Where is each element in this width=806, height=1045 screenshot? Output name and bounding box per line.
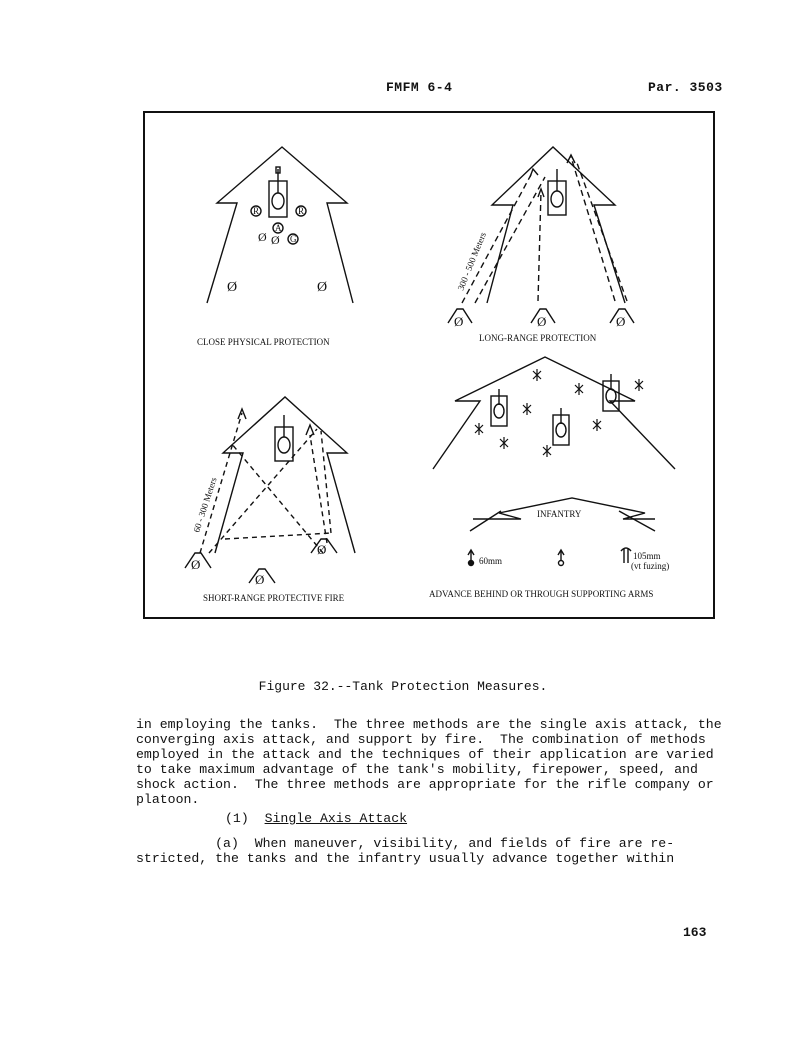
svg-text:Ø: Ø <box>616 314 626 329</box>
text-line: stricted, the tanks and the infantry usually advance together within <box>136 851 675 866</box>
caption-short-range: SHORT-RANGE PROTECTIVE FIRE <box>203 593 345 603</box>
page-number: 163 <box>683 925 707 940</box>
text-line: (a) When maneuver, visibility, and fields of fire are re- <box>136 836 675 851</box>
running-header-left: FMFM 6-4 <box>386 80 453 95</box>
mortar-60-label: 60mm <box>479 556 503 566</box>
null-symbol: Ø <box>258 230 267 244</box>
null-symbol: Ø <box>227 280 238 295</box>
text-line: to take maximum advantage of the tank's mobility, firepower, speed, and <box>136 762 698 777</box>
body-paragraph-2 <box>136 836 674 866</box>
shell-burst-icon <box>475 369 643 457</box>
text-line: employed in the attack and the techniques of their application are varied <box>136 747 714 762</box>
long-range-distance-label: 300 - 500 Meters <box>455 230 488 292</box>
panel-advance-supporting-arms <box>433 357 675 571</box>
running-header-right: Par. 3503 <box>648 80 723 95</box>
svg-text:Ø: Ø <box>255 572 265 587</box>
svg-text:Ø: Ø <box>537 314 547 329</box>
text-line: platoon. <box>136 792 200 807</box>
vt-fuzing-label: (vt fuzing) <box>631 561 670 571</box>
panel-short-range-fire <box>185 397 355 587</box>
rifleman-symbol: R <box>298 206 305 216</box>
null-symbol: Ø <box>317 280 328 295</box>
svg-text:Ø: Ø <box>317 542 327 557</box>
subsection-title: Single Axis Attack <box>264 811 408 826</box>
caption-close-protection: CLOSE PHYSICAL PROTECTION <box>197 337 330 347</box>
figure-caption: Figure 32.--Tank Protection Measures. <box>258 679 548 694</box>
arrow-outline-short <box>215 397 355 553</box>
body-paragraph-1 <box>136 717 722 807</box>
text-line: converging axis attack, and support by fire. The combination of methods <box>136 732 706 747</box>
null-symbol: Ø <box>271 233 280 247</box>
short-range-distance-label: 60 - 300 Meters <box>191 476 219 534</box>
grenadier-symbol: G <box>290 234 297 244</box>
svg-text:Ø: Ø <box>454 314 464 329</box>
tank-protection-diagram <box>145 113 713 617</box>
subsection-number: (1) <box>225 811 249 826</box>
panel-close-protection <box>207 147 353 303</box>
caption-long-range: LONG-RANGE PROTECTION <box>479 333 597 343</box>
svg-text:Ø: Ø <box>191 557 201 572</box>
auto-rifle-symbol: A <box>275 223 282 233</box>
artillery-round-icon <box>621 548 631 563</box>
arrow-outline-long <box>487 147 625 303</box>
rifleman-symbol: R <box>253 206 260 216</box>
figure-frame <box>143 111 715 619</box>
subsection-heading <box>225 811 407 826</box>
caption-advance: ADVANCE BEHIND OR THROUGH SUPPORTING ARMS <box>429 589 654 599</box>
text-line: shock action. The three methods are appropriate for the rifle company or <box>136 777 714 792</box>
panel-long-range-protection <box>448 147 634 329</box>
text-line: in employing the tanks. The three methods are the single axis attack, the <box>136 717 722 732</box>
arty-105-label: 105mm <box>633 551 661 561</box>
arrow-outline-advance <box>433 357 675 469</box>
infantry-label: INFANTRY <box>537 509 582 519</box>
